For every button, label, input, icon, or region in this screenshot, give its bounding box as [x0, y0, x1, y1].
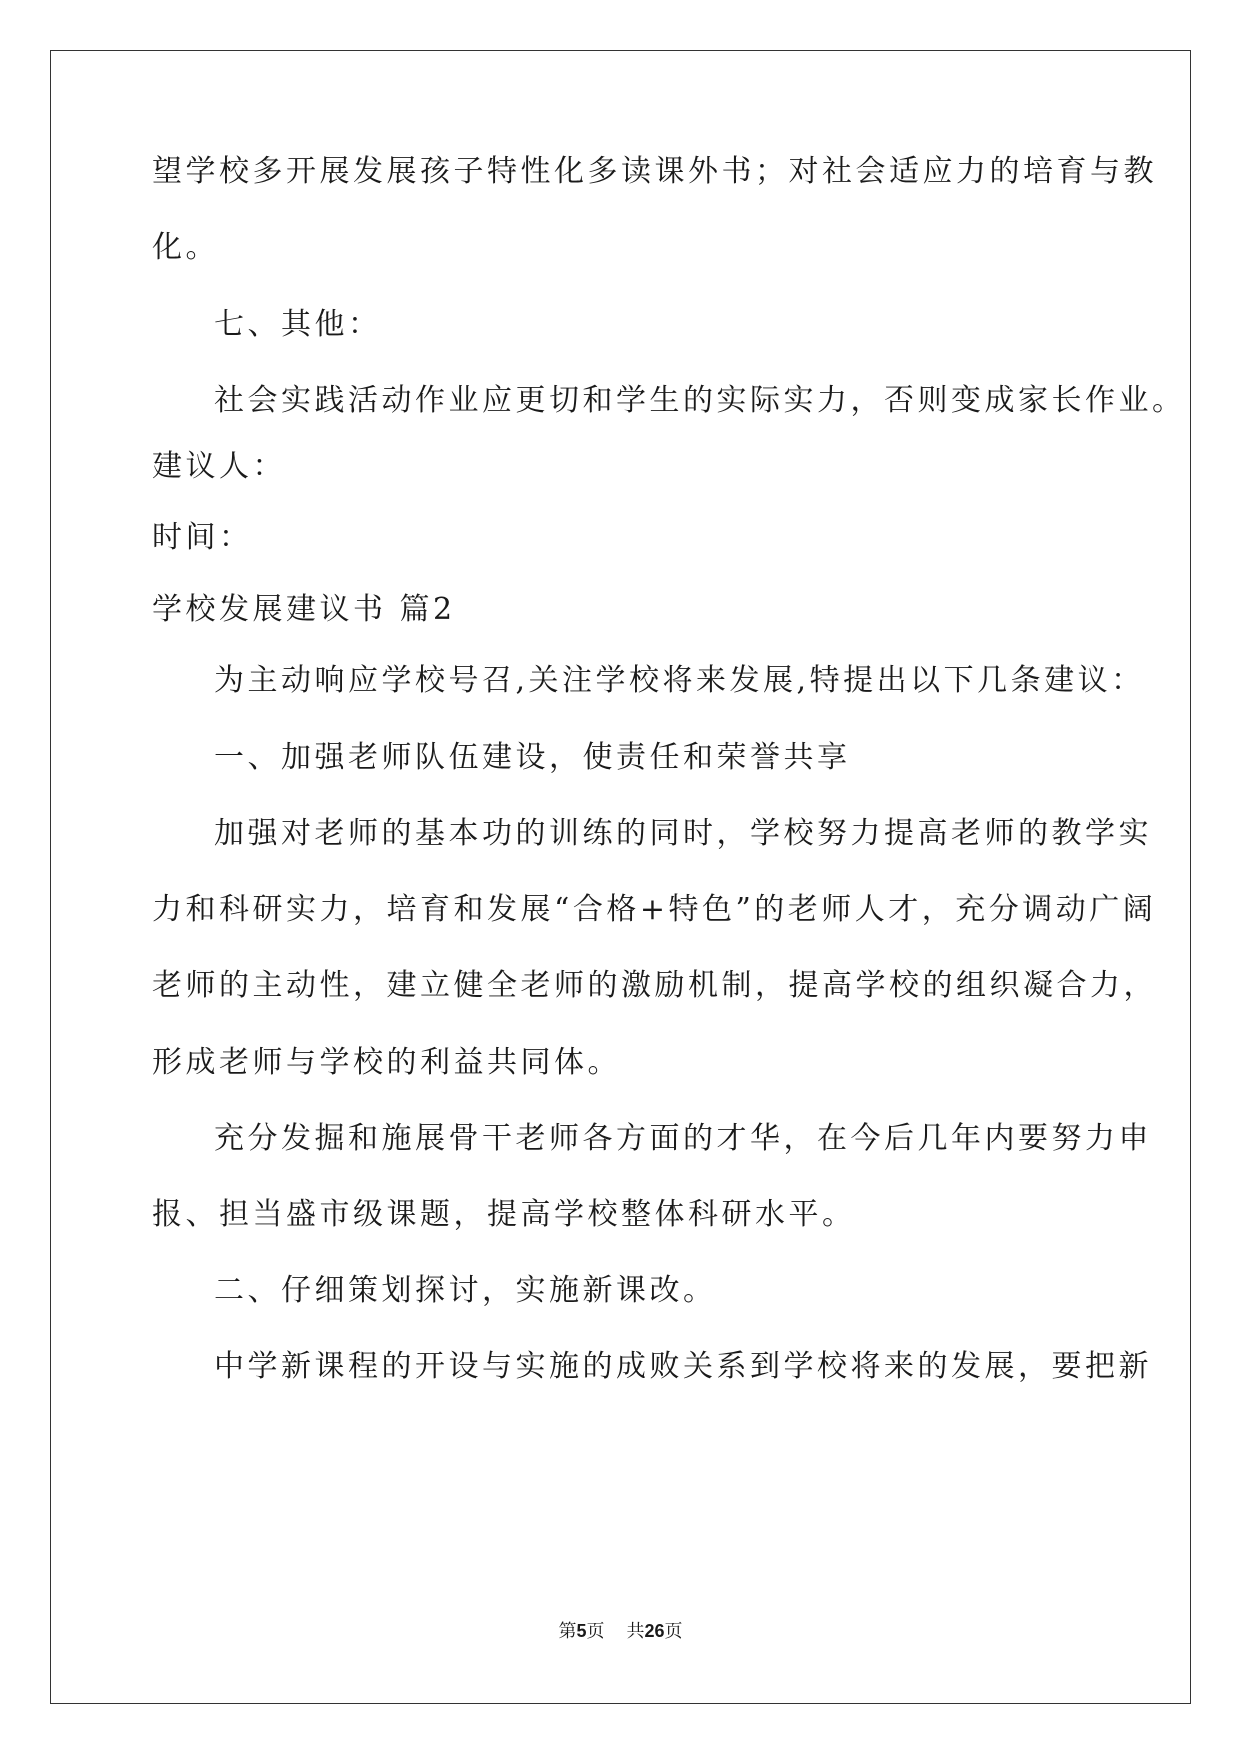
body-text-line: 加强对老师的基本功的训练的同时，学校努力提高老师的教学实 — [214, 816, 1152, 851]
body-text-line: 力和科研实力，培育和发展“合格+特色”的老师人才，充分调动广阔 — [152, 892, 1157, 927]
body-text-line: 化。 — [152, 230, 219, 265]
body-text-line: 中学新课程的开设与实施的成败关系到学校将来的发展，要把新 — [214, 1349, 1152, 1384]
section-heading: 七、其他： — [214, 307, 382, 342]
page-suffix: 页 — [586, 1621, 605, 1641]
section-heading: 二、仔细策划探讨，实施新课改。 — [214, 1273, 717, 1308]
body-text-line: 充分发掘和施展骨干老师各方面的才华，在今后几年内要努力申 — [214, 1121, 1152, 1156]
page-footer — [0, 1619, 1241, 1643]
page-prefix: 第 — [558, 1621, 577, 1641]
page-number: 5 — [576, 1621, 587, 1641]
article-title: 学校发展建议书 篇2 — [152, 592, 456, 627]
body-text-line: 报、担当盛市级课题，提高学校整体科研水平。 — [152, 1197, 856, 1232]
section-heading: 一、加强老师队伍建设，使责任和荣誉共享 — [214, 740, 851, 775]
total-pages: 26 — [644, 1621, 665, 1641]
body-text-line: 望学校多开展发展孩子特性化多读课外书；对社会适应力的培育与教 — [152, 154, 1157, 189]
body-text-line: 为主动响应学校号召,关注学校将来发展,特提出以下几条建议： — [214, 663, 1145, 698]
body-text-line: 形成老师与学校的利益共同体。 — [152, 1045, 621, 1080]
total-suffix: 页 — [664, 1621, 683, 1641]
date-label: 时间： — [152, 520, 253, 555]
total-prefix: 共 — [626, 1621, 645, 1641]
body-text-line: 老师的主动性，建立健全老师的激励机制，提高学校的组织凝合力， — [152, 968, 1157, 1003]
page-border — [50, 50, 1191, 1704]
proposer-label: 建议人： — [152, 449, 286, 484]
body-text-line: 社会实践活动作业应更切和学生的实际实力，否则变成家长作业。 — [214, 383, 1186, 418]
